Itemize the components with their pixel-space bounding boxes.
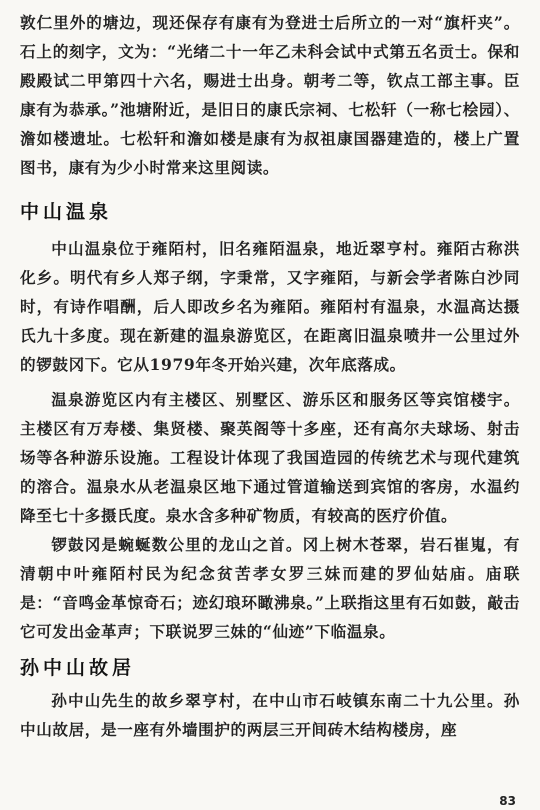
- section-heading-sun-yat-sen-residence: 孙中山故居: [20, 657, 136, 679]
- section-heading-zhongshan-hot-spring: 中山温泉: [20, 201, 113, 223]
- hot-spring-paragraph-1: 中山温泉位于雍陌村，旧名雍陌温泉，地近翠亨村。雍陌古称洪化乡。明代有乡人郑子纲，字秉常，又字雍陌，与新会学者陈白沙同时，有诗作唱酬，后人即改乡名为雍陌。雍陌村有温泉，水温高达摄氏九十多度。现在新建的温泉游览区，在距离旧温泉喷井一公里过外的锣鼓冈下。它从1979年冬开始兴建，次年底落成。: [20, 239, 520, 374]
- residence-paragraph-1: 孙中山先生的故乡翠亨村，在中山市石岐镇东南二十九公里。孙中山故居，是一座有外墙围护的两层三开间砖木结构楼房，座: [20, 691, 520, 739]
- page-number: 83: [499, 794, 516, 808]
- intro-paragraph: 敦仁里外的塘边，现还保存有康有为登进士后所立的一对“旗杆夹”。石上的刻字，文为：“光绪二十一年乙未科会试中式第五名贡士。保和殿殿试二甲第四十六名，赐进士出身。朝考二等，钦点工部主事。臣康有为恭承。”池塘附近，是旧日的康氏宗祠、七松轩（一称七桧园）、澹如楼遗址。七松轩和澹如楼是康有为叔祖康国器建造的，楼上广置图书，康有为少小时常来这里阅读。: [20, 13, 520, 177]
- hot-spring-paragraph-2: 温泉游览区内有主楼区、别墅区、游乐区和服务区等宾馆楼宇。主楼区有万寿楼、集贤楼、聚英阁等十多座，还有高尔夫球场、射击场等各种游乐设施。工程设计体现了我国造园的传统艺术与现代建筑的溶合。温泉水从老温泉区地下通过管道输送到宾馆的客房，水温约降至七十多摄氏度。泉水含多种矿物质，有较高的医疗价值。: [20, 390, 520, 525]
- hot-spring-paragraph-3: 锣鼓冈是蜿蜒数公里的龙山之首。冈上树木苍翠，岩石崔嵬，有清朝中叶雍陌村民为纪念贫苦孝女罗三妹而建的罗仙姑庙。庙联是：“音鸣金革惊奇石；迹幻琅环瞰沸泉。”上联指这里有石如鼓，敲击它可发出金革声；下联说罗三妹的“仙迹”下临温泉。: [20, 535, 520, 641]
